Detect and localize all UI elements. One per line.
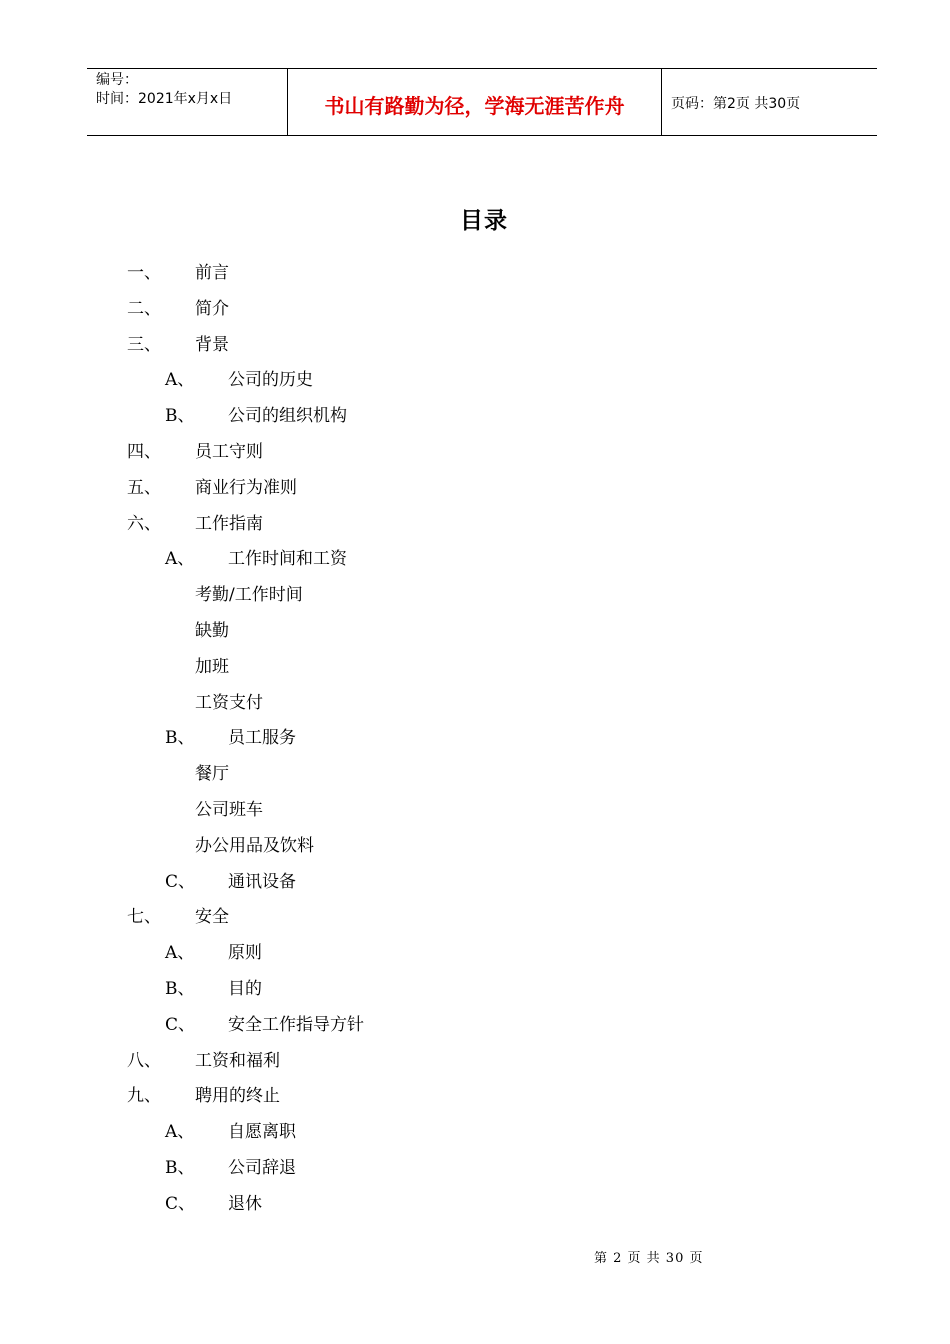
toc-item — [0, 1046, 950, 1082]
toc-item-label: 公司班车 — [195, 799, 263, 820]
toc-item-label: 商业行为准则 — [195, 477, 297, 498]
toc-item-label: 员工服务 — [228, 728, 296, 749]
toc-item-label: 退休 — [228, 1193, 262, 1214]
toc-item-label: 员工守则 — [195, 441, 263, 462]
toc-item — [0, 938, 950, 974]
toc-item — [0, 258, 950, 294]
toc-item-label: 目的 — [228, 978, 262, 999]
toc-item — [0, 1117, 950, 1153]
toc-item — [0, 294, 950, 330]
header-meta — [87, 69, 288, 135]
toc-item-label: 餐厅 — [195, 764, 229, 785]
toc-item-number: 五、 — [127, 477, 161, 498]
toc-item-label: 工作指南 — [195, 513, 263, 534]
toc-item-label: 通讯设备 — [228, 871, 296, 892]
toc-item — [0, 330, 950, 366]
toc-item-label: 自愿离职 — [228, 1122, 296, 1143]
header-motto-cell — [288, 69, 662, 135]
toc-item-number: C、 — [165, 871, 196, 892]
toc-item-number: 七、 — [127, 907, 161, 928]
toc-item-number: A、 — [165, 370, 195, 391]
toc-item-label: 工资和福利 — [195, 1050, 280, 1071]
toc-item — [0, 473, 950, 509]
toc-item-number: 二、 — [127, 298, 161, 319]
toc-item-label: 考勤/工作时间 — [195, 585, 303, 606]
toc-item — [0, 688, 950, 724]
table-of-contents — [0, 258, 950, 1225]
toc-item-label: 公司的历史 — [228, 370, 313, 391]
toc-item — [0, 652, 950, 688]
toc-item-label: 公司辞退 — [228, 1157, 296, 1178]
toc-item — [0, 1010, 950, 1046]
page-header — [87, 68, 877, 136]
toc-item-number: A、 — [165, 943, 195, 964]
toc-item — [0, 544, 950, 580]
toc-item-number: B、 — [165, 406, 195, 427]
toc-item — [0, 1081, 950, 1117]
toc-item-number: 八、 — [127, 1050, 161, 1071]
toc-item — [0, 795, 950, 831]
toc-item-label: 原则 — [228, 943, 262, 964]
toc-item-label: 聘用的终止 — [195, 1086, 280, 1107]
toc-item-number: 三、 — [127, 334, 161, 355]
toc-item-number: C、 — [165, 1014, 196, 1035]
toc-item — [0, 974, 950, 1010]
toc-item-label: 缺勤 — [195, 620, 229, 641]
toc-item — [0, 1153, 950, 1189]
toc-item-number: 四、 — [127, 441, 161, 462]
toc-item-number: 九、 — [127, 1086, 161, 1107]
toc-item-label: 安全工作指导方针 — [228, 1014, 364, 1035]
time-label: 时间：2021年x月x日 — [96, 91, 233, 107]
toc-item — [0, 759, 950, 795]
toc-item-label: 前言 — [195, 263, 229, 283]
toc-item-label: 背景 — [195, 334, 229, 355]
page-title: 目录 — [460, 208, 508, 234]
toc-item — [0, 401, 950, 437]
toc-item-number: 一、 — [127, 263, 161, 283]
page-footer: 第 2 页 共 30 页 — [594, 1251, 704, 1266]
number-label: 编号： — [96, 72, 138, 88]
toc-item-label: 工作时间和工资 — [228, 549, 347, 570]
toc-item — [0, 616, 950, 652]
toc-item-number: A、 — [165, 549, 195, 570]
toc-item-label: 加班 — [195, 656, 229, 677]
toc-item — [0, 1189, 950, 1225]
toc-item — [0, 437, 950, 473]
toc-item-label: 简介 — [195, 298, 229, 319]
toc-item-number: B、 — [165, 1157, 195, 1178]
toc-item-label: 办公用品及饮料 — [195, 835, 314, 856]
motto-text: 书山有路勤为径，学海无涯苦作舟 — [324, 93, 625, 118]
toc-item-number: B、 — [165, 978, 195, 999]
toc-item-number: C、 — [165, 1193, 196, 1214]
toc-item — [0, 902, 950, 938]
toc-item-number: A、 — [165, 1122, 195, 1143]
toc-item — [0, 831, 950, 867]
toc-item-label: 公司的组织机构 — [228, 406, 347, 427]
toc-item — [0, 509, 950, 545]
toc-item — [0, 723, 950, 759]
toc-item-number: 六、 — [127, 513, 161, 534]
toc-item-label: 安全 — [195, 907, 229, 928]
toc-item — [0, 580, 950, 616]
toc-item — [0, 867, 950, 903]
toc-item-number: B、 — [165, 728, 195, 749]
header-page-info: 页码：第2页 共30页 — [671, 96, 801, 112]
toc-item — [0, 365, 950, 401]
toc-item-label: 工资支付 — [195, 692, 263, 713]
